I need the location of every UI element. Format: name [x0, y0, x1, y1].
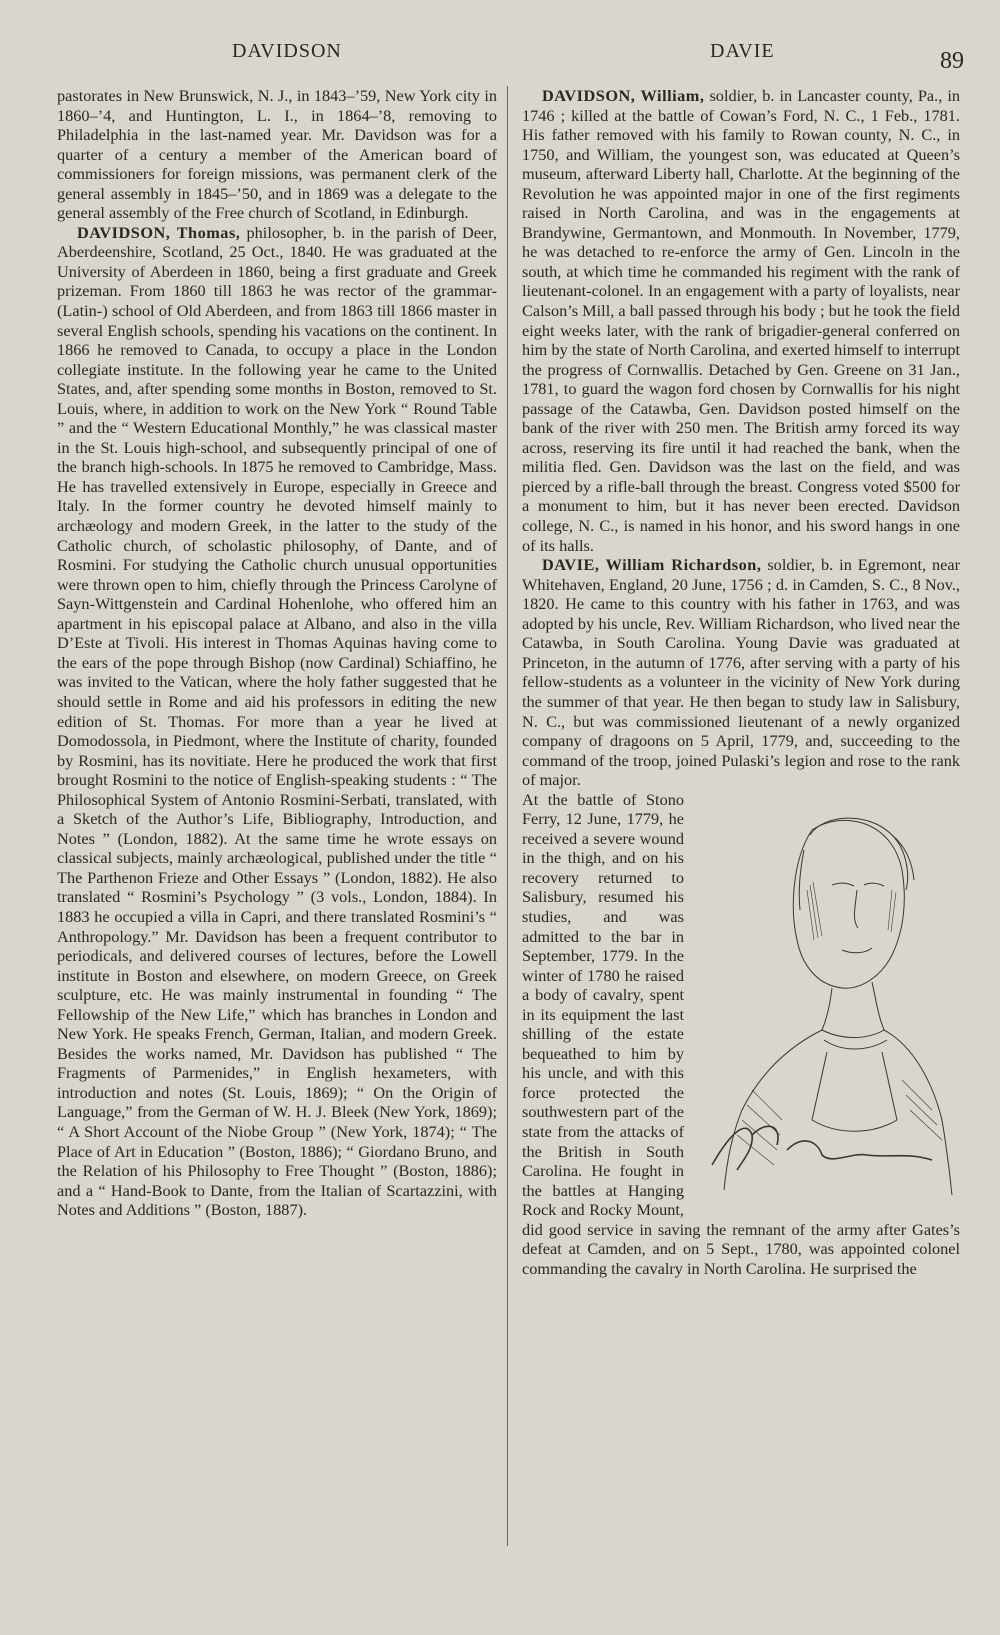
portrait-image — [692, 790, 960, 1200]
left-column — [57, 86, 497, 1220]
portrait-engraving — [692, 790, 960, 1200]
running-head-left: DAVIDSON — [232, 40, 342, 62]
signature-text: W. R. Davie — [842, 1187, 847, 1189]
headword-davidson-thomas: DAVIDSON, Thomas, — [77, 222, 241, 242]
entry-text-davie-william-a: soldier, b. in Egremont, near Whitehaven, England, 20 June, 1756 ; d. in Camden, S. C., 8 Nov., 1820. He came to this country with his father in 1763, and was adopted by his uncle, Rev. William Richardson, who lived near the Catawba, in South Carolina. Young Davie was graduated at Princeton, in the autumn of 1776, after serving with a party of his fellow-students as a volunteer in the vicinity of New York during the summer of that year. He then began to study law in Salisbury, N. C., but was commissioned lieutenant of a newly organized company of dragoons on 5 April, 1779, and, succeeding to the command of the troop, joined Pulaski’s legion and rose to the rank of major. — [522, 555, 961, 790]
right-column — [522, 86, 960, 1278]
page-number: 89 — [940, 48, 964, 74]
headword-davie-william: DAVIE, William Richardson, — [542, 555, 762, 575]
entry-davie-william — [522, 555, 960, 790]
entry-text-davidson-thomas: philosopher, b. in the parish of Deer, Aberdeenshire, Scotland, 25 Oct., 1840. He was graduated at the University of Aberdeen in 1860, being a first graduate and Greek prizeman. From 1860 till 1863 he was rector of the grammar-(Latin-) school of Old Aberdeen, and from 1863 till 1866 master in several English schools, spending his vacations on the continent. In 1866 he removed to Canada, to occupy a place in the London collegiate institute. In the following year he came to the United States, and, after spending some months in Boston, removed to St. Louis, where, in addition to work on the New York “ Round Table ” and the “ Western Educational Monthly,” he was classical master in the St. Louis high-school, and subsequently principal of one of the branch high-schools. In 1875 he removed to Cambridge, Mass. He has travelled extensively in Europe, especially in Greece and Italy. In the former country he devoted himself mainly to archæology and modern Greek, in the latter to the study of the Catholic church, of scholastic philosophy, of Dante, and of Rosmini. For studying the Catholic church unusual opportunities were thrown open to him, chiefly through the Princess Carolyne of Sayn-Wittgenstein and Cardinal Hohenlohe, who offered him an apartment in his episcopal palace at Albano, and also in the villa D’Este at Tivoli. His interest in Thomas Aquinas having come to the ears of the pope through Bishop (now Cardinal) Schiaffino, he was invited to the Vatican, where the holy father suggested that he should settle in Rome and aid his professors in editing the new edition of St. Thomas. For more than a year he lived at Domodossola, in Piedmont, where the Institute of charity, founded by Rosmini, has its novitiate. Here he produced the work that first brought Rosmini to the notice of English-speaking students : “ The Philosophical System of Antonio Rosmini-Serbati, translated, with a Sketch of the Author’s Life, Bibliography, Introduction, and Notes ” (London, 1882). At the same time he wrote essays on classical subjects, mainly archæological, published under the title “ The Parthenon Frieze and Other Essays ” (London, 1882). He also translated “ Rosmini’s Psychology ” (3 vols., London, 1884). In 1883 he occupied a villa in Capri, and there translated Rosmini’s “ Anthropology.” Mr. Davidson has been a frequent contributor to periodicals, and delivered courses of lectures, before the Lowell institute in Boston and elsewhere, on modern Greece, on Greek sculpture, etc. He was mainly instrumental in founding “ The Fellowship of the New Life,” which has branches in London and New York. He speaks French, German, Italian, and modern Greek. Besides the works named, Mr. Davidson has published “ The Fragments of Parmenides,” in English hexameters, with introduction and notes (St. Louis, 1869); “ On the Origin of Language,” from the German of W. H. J. Bleek (New York, 1869); “ A Short Account of the Niobe Group ” (New York, 1874); “ The Place of Art in Education ” (Boston, 1886); “ Giordano Bruno, and the Relation of his Philosophy to Free Thought ” (Boston, 1886); and a “ Hand-Book to Dante, from the Italian of Scartazzini, with Notes and Additions ” (Boston, 1887). — [57, 222, 497, 1220]
entry-davidson-thomas — [57, 223, 497, 1220]
entry-davidson-william — [522, 86, 960, 555]
paragraph-continued: pastorates in New Brunswick, N. J., in 1843–’59, New York city in 1860–’4, and Huntington, L. I., in 1864–’8, removing to Philadelphia in the last-named year. Mr. Davidson was for a quarter of a century a member of the American board of commissioners for foreign missions, was permanent clerk of the general assembly in 1845–’50, and in 1869 was a delegate to the general assembly of the Free church of Scotland, in Edinburgh. — [57, 86, 497, 223]
column-divider — [507, 86, 508, 1546]
headword-davidson-william: DAVIDSON, William, — [542, 86, 705, 105]
entry-text-davidson-william: soldier, b. in Lancaster county, Pa., in 1746 ; killed at the battle of Cowan’s Ford, N. C., 1 Feb., 1781. His father removed with his family to Rowan county, N. C., in 1750, and William, the youngest son, was educated at Queen’s museum, afterward Liberty hall, Charlotte. At the beginning of the Revolution he was appointed major in one of the first regiments raised in North Carolina, and was in the engagements at Brandywine, Germantown, and Monmouth. In November, 1779, he was detached to re-enforce the army of Gen. Lincoln in the south, at which time he commanded his regiment with the rank of lieutenant-colonel. In an engagement with a party of loyalists, near Calson’s Mill, a ball passed through his body ; but he took the field eight weeks later, with the rank of brigadier-general conferred on him by the state of North Carolina, and exerted himself to interrupt the progress of Cornwallis. Detached by Gen. Greene on 31 Jan., 1781, to guard the wagon ford chosen by Cornwallis for his night passage of the Catawba, Gen. Davidson posted himself on the bank of the river with 250 men. The British army forced its way across, reserving its fire until it had reached the bank, when the militia fled. Gen. Davidson was the last on the field, and was pierced by a rifle-ball through the breast. Congress voted $500 for a monument to him, but it has never been erected. Davidson college, N. C., is named in his honor, and his sword hangs in one of its halls. — [522, 86, 960, 555]
entry-text-davie-william-b: At the battle of Stono Ferry, 12 June, 1779, he received a severe wound in the thigh, and on his recovery returned to Salisbury, resumed his studies, and was admitted to the bar in September, 1779. In the winter of 1780 he raised a body of cavalry, spent in its equipment the last shilling of the estate bequeathed to him by his uncle, and with this force protected the southwestern part of the state from the attacks of the British in South Carolina. He fought in the battles at Hanging Rock and Rocky Mount, did good service in saving the remnant of the army after Gates’s defeat at Camden, and on 5 Sept., 1780, was appointed colonel commanding the cavalry in North Carolina. He surprised the — [522, 789, 960, 1278]
running-head-center: DAVIE — [710, 40, 775, 62]
